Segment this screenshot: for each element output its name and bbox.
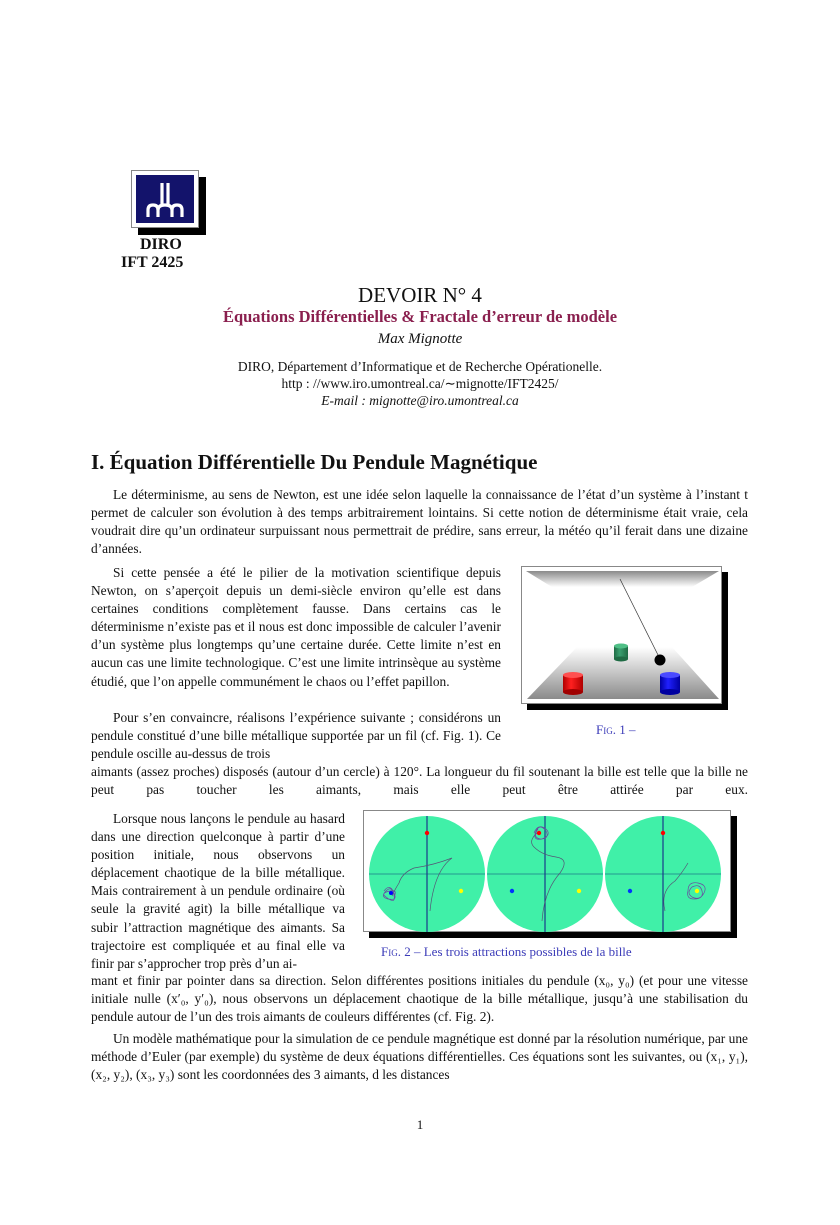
section-heading: I. Équation Différentielle Du Pendule Magnétique — [91, 450, 538, 474]
email-label: E-mail : — [321, 393, 366, 408]
page-subtitle: Équations Différentielles & Fractale d’erreur de modèle — [222, 307, 618, 326]
diro-logo — [131, 170, 205, 232]
basin-disc-3 — [605, 816, 721, 932]
figure-2-text: Les trois attractions possibles de la bille — [423, 944, 632, 959]
logo-emblem — [136, 175, 194, 223]
email-line — [0, 392, 840, 409]
pendulum-illustration — [522, 567, 722, 704]
dept-label: DIRO — [140, 236, 182, 253]
basin-disc-2 — [487, 816, 603, 932]
paragraph-3-wide: aimants (assez proches) disposés (autour d’un cercle) à 120°. La longueur du fil soutenant la bille est telle que la bille ne peut pas toucher les aimants, mais elle peut être attirée par eux. — [91, 764, 748, 798]
attraction-basins-illustration — [364, 811, 732, 933]
paragraph-3-narrow: Pour s’en convaincre, réalisons l’expérience suivante ; considérons un pendule constitué d’une bille métallique supportée par un fil (cf. Fig. 1). Ce pendule oscille au-dessus de trois — [91, 710, 501, 762]
course-label: IFT 2425 — [121, 254, 184, 271]
paragraph-5: Un modèle mathématique pour la simulation de ce pendule magnétique est donné par la résolution numérique, par une méthode d’Euler (par exemple) du système de deux équations différentielles. Ces équations sont les suivantes, ou (x₁, y₁), (x₂, y₂), (x₃, y₃) sont les coordonnées des 3 aimants, d les distances — [91, 1031, 748, 1083]
diro-emblem-icon — [136, 175, 194, 223]
figure-1 — [521, 566, 728, 710]
paragraph-4-narrow: Lorsque nous lançons le pendule au hasard dans une direction quelconque à partir d’une position initiale, nous observons un déplacement chaotique de la bille métallique. Mais contrairement à un pendule ordinaire (où seule la gravité agit) la bille métallique va subir l’attraction magnétique des aimants. Sa trajectoire est compliquée et au final elle va finir par s’approcher trop près d’un ai- — [91, 811, 345, 971]
email-link[interactable]: mignotte@iro.umontreal.ca — [369, 393, 519, 408]
paragraph-1: Le déterminisme, au sens de Newton, est une idée selon laquelle la connaissance de l’état d’un système à l’instant t permet de calculer son évolution à des temps arbitrairement lointains. Si cette notion de déterminisme était vraie, cela voudrait dire qu’un ordinateur surpuissant nous permettrait de prédire, sans erreur, la météo qu’il ferait dans une dizaine d’années. — [91, 487, 748, 557]
figure-1-frame — [521, 566, 722, 704]
figure-1-caption — [596, 722, 635, 738]
page-number: 1 — [416, 1117, 424, 1132]
figure-2-caption — [381, 944, 632, 960]
affiliation: DIRO, Département d’Informatique et de Recherche Opérationelle. — [237, 359, 603, 374]
figure-1-label: Fig. 1 – — [596, 722, 636, 737]
figure-2-label: Fig. 2 – — [381, 944, 421, 959]
url-link[interactable]: http : //www.iro.umontreal.ca/∼mignotte/IFT2425/ — [281, 376, 559, 391]
figure-2-frame — [363, 810, 731, 932]
logo-frame — [131, 170, 199, 228]
page-title: DEVOIR N° 4 — [358, 283, 482, 307]
figure-2 — [363, 810, 737, 938]
paragraph-2: Si cette pensée a été le pilier de la motivation scientifique depuis Newton, on s’aperçoit depuis un demi-siècle environ qu’elle est dans certaines conditions complètement fausse. Dans certains cas le déterminisme n’existe pas et il nous est donc impossible de calculer l’avenir d’un système plus longtemps qu’une certaine durée. Cette limite n’est en aucun cas une limite technologique. C’est une limite intrinsèque au système étudié, que l’on appelle communément le chaos ou l’effet papillon. — [91, 565, 501, 689]
pendulum-ball-icon — [655, 655, 666, 666]
paragraph-4-wide: mant et finir par pointer dans sa direction. Selon différentes positions initiales du pendule (x₀, y₀) (et pour une vitesse initiale nulle (x′₀, y′₀), nous observons un déplacement chaotique de la bille métallique, jusqu’à une stabilisation du pendule autour de l’un des trois aimants de couleurs différentes (cf. Fig. 2). — [91, 973, 748, 1025]
basin-disc-1 — [369, 816, 485, 932]
author-name: Max Mignotte — [377, 331, 463, 347]
